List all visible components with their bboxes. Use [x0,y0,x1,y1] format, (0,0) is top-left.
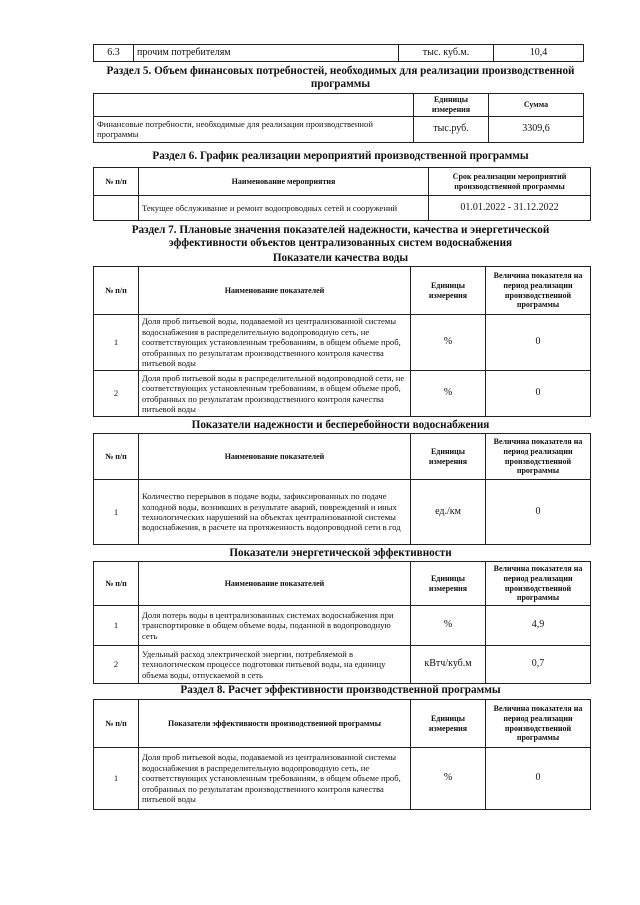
table-header-row [94,700,591,748]
row-value: 3309,6 [489,116,584,142]
row-name: Доля проб питьевой воды, подаваемой из централизованной системы водоснабжения в распределительную водопроводную сеть, не соответствующих установленным требованиям, в общем объеме проб, отобранных по результатам производственного контроля качества питьевой воды [139,315,411,371]
row-name: прочим потребителям [134,45,399,62]
table-header-row [94,94,584,117]
header-name: Показатели эффективности производственной программы [139,700,411,748]
row-6-3-table [93,44,584,62]
header-term: Срок реализации мероприятий производственной программы [429,168,591,196]
row-name: Финансовые потребности, необходимые для реализации производственной программы [94,116,414,142]
row-value: 4,9 [486,606,591,646]
row-number: 1 [94,480,139,545]
header-unit: Единицы измерения [411,267,486,315]
row-name: Количество перерывов в подаче воды, зафиксированных по подаче холодной воды, возникших в результате аварий, повреждений и иных технологических нарушений на объектах централизованной системы водоснабжения, в расчете на протяженность водопроводной сети в год [139,480,411,545]
quality-table [93,266,591,417]
header-blank [94,94,414,117]
table-row [94,371,591,417]
energy-subtitle: Показатели энергетической эффективности [229,547,452,559]
row-number: 1 [94,606,139,646]
table-row [94,196,591,221]
quality-subtitle: Показатели качества воды [272,252,409,264]
row-value: 10,4 [494,45,584,62]
table-row [94,45,584,62]
row-value: 0,7 [486,646,591,684]
table-header-row [94,562,591,606]
section-5-table [93,93,584,143]
header-name: Наименование мероприятия [139,168,429,196]
row-name: Удельный расход электрической энергии, потребляемой в технологическом процессе подготовки питьевой воды, на единицу объема воды, отпускаемой в сеть [139,646,411,684]
row-name: Текущее обслуживание и ремонт водопроводных сетей и сооружений [139,196,429,221]
header-value: Величина показателя на период реализации производственной программы [486,562,591,606]
reliability-table [93,433,591,545]
table-header-row [94,434,591,480]
row-number: 1 [94,315,139,371]
header-name: Наименование показателей [139,267,411,315]
section-8-title: Раздел 8. Расчет эффективности производственной программы [180,684,501,696]
header-name: Наименование показателей [139,434,411,480]
header-num: № п/п [94,168,139,196]
section-7-title: Раздел 7. Плановые значения показателей надежности, качества и энергетической эффективности объектов централизованных систем водоснабжения [131,224,550,250]
row-unit: % [411,606,486,646]
header-num: № п/п [94,434,139,480]
row-unit: ед./км [411,480,486,545]
table-row [94,606,591,646]
header-num: № п/п [94,562,139,606]
header-num: № п/п [94,700,139,748]
table-row [94,748,591,810]
row-unit: % [411,748,486,810]
row-value: 0 [486,315,591,371]
row-name: Доля проб питьевой воды, подаваемой из централизованной системы водоснабжения в распределительную водопроводную сеть, не соответствующих установленным требованиям, в общем объеме проб, отобранных по результатам производственного контроля качества питьевой воды [139,748,411,810]
table-row [94,646,591,684]
header-value: Величина показателя на период реализации производственной программы [486,434,591,480]
table-header-row [94,168,591,196]
row-term: 01.01.2022 - 31.12.2022 [429,196,591,221]
row-value: 0 [486,480,591,545]
section-6-title: Раздел 6. График реализации мероприятий производственной программы [152,150,529,162]
row-unit: % [411,315,486,371]
header-sum: Сумма [489,94,584,117]
table-row [94,116,584,142]
table-row [94,480,591,545]
row-unit: % [411,371,486,417]
row-number [94,196,139,221]
header-num: № п/п [94,267,139,315]
header-unit: Единицы измерения [414,94,489,117]
section-8-table [93,699,591,810]
header-unit: Единицы измерения [411,700,486,748]
section-6-table [93,167,591,221]
row-value: 0 [486,748,591,810]
header-unit: Единицы измерения [411,562,486,606]
row-value: 0 [486,371,591,417]
row-unit: тыс.руб. [414,116,489,142]
energy-table [93,561,591,684]
row-unit: кВтч/куб.м [411,646,486,684]
row-unit: тыс. куб.м. [399,45,494,62]
row-number: 2 [94,371,139,417]
header-name: Наименование показателей [139,562,411,606]
reliability-subtitle: Показатели надежности и бесперебойности водоснабжения [191,419,490,431]
row-number: 1 [94,748,139,810]
section-5-title: Раздел 5. Объем финансовых потребностей, необходимых для реализации производственной программы [106,65,575,91]
table-row [94,315,591,371]
row-number: 2 [94,646,139,684]
header-unit: Единицы измерения [411,434,486,480]
header-value: Величина показателя на период реализации производственной программы [486,700,591,748]
table-header-row [94,267,591,315]
header-value: Величина показателя на период реализации производственной программы [486,267,591,315]
row-number: 6.3 [94,45,134,62]
row-name: Доля проб питьевой воды в распределительной водопроводной сети, не соответствующих установленным требованиям, в общем объеме проб, отобранных по результатам производственного контроля качества питьевой воды [139,371,411,417]
row-name: Доля потерь воды в централизованных системах водоснабжения при транспортировке в общем объеме воды, поданной в водопроводную сеть [139,606,411,646]
